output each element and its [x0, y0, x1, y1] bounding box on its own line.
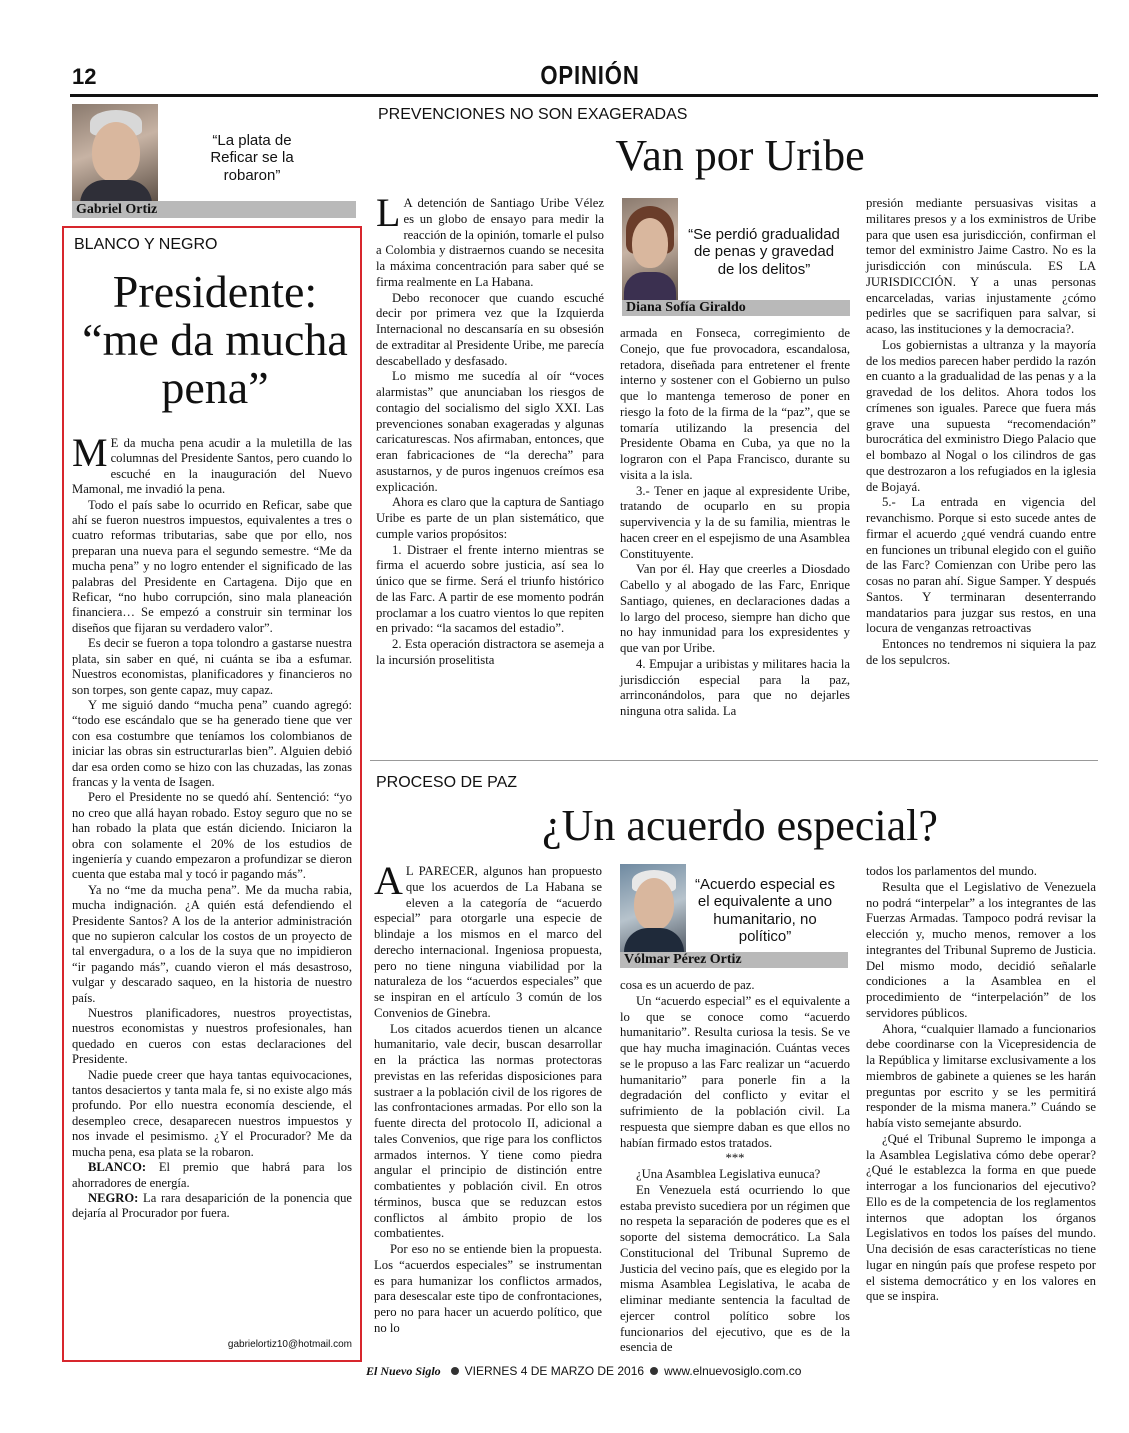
pull-quote-left: “La plata de Reficar se la robaron”	[210, 132, 294, 184]
paragraph: Los gobiernistas a ultranza y la mayoría de los medios parecen haber perdido la razón en cuanto a la gradualidad de las penas y a la gravedad de los delitos. Ahora todos los crímenes son iguales. Parece que fuera más grave una supuesta “recomendación” burocrática del exministro Diego Palacio que el bombazo al Nogal o los cilindros de gas que destrozaron a los refugiados en la iglesia de Bojayá.	[866, 337, 1096, 494]
paragraph: armada en Fonseca, corregimiento de Conejo, que fue provocadora, escandalosa, retadora, diseñada para entretener el frente interno y sostener con el Gobierno un pulso que lo mantenga temeroso de poner en riesgo la foto de la firma de la “paz”, que se tomaría utilizando la presencia del Presidente Obama en Cuba, ya que no la lograron con el Papa Francisco, durante su visita a la isla.	[620, 326, 850, 482]
website-url: www.elnuevosiglo.com.co	[664, 1364, 802, 1378]
paragraph: cosa es un acuerdo de paz.	[620, 978, 755, 992]
negro-note: NEGRO: La rara desaparición de la ponencia que dejaría al Procurador por fuera.	[72, 1190, 352, 1221]
author-photo-diana-sofia-giraldo	[622, 198, 678, 302]
paragraph: 3.- Tener en jaque al expresidente Uribe, tratando de ocuparlo en su propia supervivencia y la de su familia, mientras le hacen creer en el espejismo de una Asamblea Constituyente.	[620, 483, 850, 561]
paragraph: 2. Esta operación distractora se asemeja a la incursión proselitista	[376, 637, 604, 667]
paragraph: Los citados acuerdos tienen un alcance humanitario, vale decir, buscan desarrollar en la práctica las normas protectoras previstas en las referidas disposiciones para sustraer a la población civil de los rigores de las confrontaciones armadas. Por ello son la fuente directa del protocolo II, adicional a tales Convenios, que rige para los conflictos armados internos. Y tiene como piedra angular el principio de distinción entre combatientes y población civil. En otros términos, busca que se reduzcan estos conflictos al ámbito propio de los combatientes.	[374, 1021, 602, 1241]
article1-column-1	[376, 190, 604, 669]
bullet-icon	[650, 1367, 658, 1375]
paragraph: 1. Distraer el frente interno mientras se firma el acuerdo sobre justicia, así sea lo único que se firme. Será el triunfo histórico de las Farc. A partir de ese momento podrán proclamar a los cuatro vientos lo que repiten en privado: “la sacamos del estadio”.	[376, 542, 604, 636]
author-photo-gabriel-ortiz	[72, 104, 158, 202]
author-name-gabriel-ortiz: Gabriel Ortiz	[72, 201, 356, 218]
paragraph: A L PARECER, algunos han propuesto que los acuerdos de La Habana se eleven a la categoría de “acuerdo especial” para otorgarle una especie de blindaje a los mismos en el marco del derecho internacional. Ingeniosa propuesta, pero no tiene ninguna viabilidad por la naturaleza de los “acuerdos especiales” que se inspiran en el artículo 3 común de los Convenios de Ginebra.	[374, 858, 602, 1020]
author-photo-volmar-perez-ortiz	[620, 864, 686, 956]
author-name-volmar-perez-ortiz: Vólmar Pérez Ortiz	[620, 952, 848, 968]
drop-cap: A	[374, 858, 403, 903]
article1-column-2	[620, 326, 850, 720]
paragraph: todos los parlamentos del mundo.	[866, 864, 1037, 878]
paragraph: ¿Qué el Tribunal Supremo le imponga a la Asamblea Legislativa cómo debe operar? ¿Qué le establezca la forma en que puede interrogar a los funcionarios del ejecutivo? Ello es de la competencia de los reglamentos internos que adoptan los órganos Legislativos en todos los países del mundo. Una decisión de esas características no tiene lugar en ningún país que profese respeto por el sistema democrático y en los valores en que se inspira.	[866, 1131, 1096, 1304]
paragraph: 5.- La entrada en vigencia del revanchismo. Porque si esto sucede antes de firmar el acuerdo ¿qué vendrá cuando entre en funciones un tribunal elegido con el guiño de las Farc? Comienzan con Uribe pero las cosas no paran ahí. Sigue Samper. Y después Santos. Y terminaran desenterrando mandatarios para juzgar sus restos, en una locura de venganzas retroactivas	[866, 495, 1096, 636]
article2-kicker: PROCESO DE PAZ	[376, 774, 518, 791]
article2-column-3	[866, 864, 1096, 1305]
pull-quote-article1: “Se perdió gradualidad de penas y gravedad de los delitos”	[688, 226, 840, 278]
column-body	[72, 430, 353, 1222]
article1-column-3	[866, 196, 1096, 669]
page-number: 12	[72, 64, 97, 89]
article2-headline: ¿Un acuerdo especial?	[542, 801, 938, 850]
paragraph: presión mediante persuasivas visitas a militares presos y a los exministros de Uribe para que usen esa jurisdicción, confirman el temor del exministro Jaime Castro. No es la jurisdicción con minúscula. ES LA JURISDICCIÓN. Y a unas personas encarceladas, varias injustamente ¿cómo pedirles que se sacrifiquen para salvar, si acaso, las instituciones y la democracia?.	[866, 196, 1096, 336]
bullet-icon	[451, 1367, 459, 1375]
author-email: gabrielortiz10@hotmail.com	[227, 1339, 352, 1350]
header-rule	[70, 94, 1098, 97]
paragraph: L A detención de Santiago Uribe Vélez es un globo de ensayo para medir la reacción de la opinión, tomarle el pulso a Colombia y distraernos cuando se necesita la máxima concentración para saber qué se firma realmente en La Habana.	[376, 190, 604, 289]
paragraph: Todo el país sabe lo ocurrido en Reficar, sabe que ahí se fueron nuestros impuestos, equivalentes a tres o cuatro reformas tributarias, sabe que por ello, nos preparan una nueva para el segundo semestre. “Me da mucha pena” y no logro entender el significado de las palabras del Presidente en Cartagena. Dijo que en Reficar, “no hubo corrupción, sino mala planeación financiera… Se empezó a construir sin terminar los diseños que fijaran su verdadero valor”.	[72, 497, 352, 635]
paragraph: Resulta que el Legislativo de Venezuela no podrá “interpelar” a los integrantes de las Fuerzas Armadas. Tampoco podrá revisar la elección y, mucho menos, remover a los integrantes del Tribunal Supremo de Justicia. Del mismo modo, decidió señalarle condiciones a la Asamblea en el procedimiento de “interpelación” de los servidores públicos.	[866, 879, 1096, 1020]
newspaper-logo: El Nuevo Siglo	[366, 1364, 441, 1378]
paragraph: Es decir se fueron a topa tolondro a gastarse nuestra plata, sin saber en qué, ni cuánta se iba a esfumar. Nuestros economistas, planificadores y financieros no son torpes, son gente capaz, muy capaz.	[72, 636, 352, 697]
paragraph: 4. Empujar a uribistas y militares hacia la jurisdicción especial para la paz, arrinconándolos, para que no dejarles ninguna otra salida. La	[620, 656, 850, 718]
author-name-diana-sofia-giraldo: Diana Sofía Giraldo	[622, 300, 850, 316]
paragraph: Un “acuerdo especial” es el equivalente a lo que se conoce como “acuerdo humanitario”. Resulta curiosa la tesis. Se ve que hay mucha imaginación. Cuántas veces se le propuso a las Farc realizar un “acuerdo humanitario” para ponerle fin a la degradación del conflicto y evitar el sufrimiento de la población civil. La respuesta que siempre daban es que ellos no habían firmado estos tratados.	[620, 993, 850, 1150]
column-headline: Presidente: “me da mucha pena”	[82, 266, 348, 413]
article1-kicker: PREVENCIONES NO SON EXAGERADAS	[378, 106, 688, 123]
paragraph: Entonces no tendremos ni siquiera la paz de los sepulcros.	[866, 637, 1096, 667]
paragraph: Ahora es claro que la captura de Santiago Uribe es parte de un plan sistemático, que cumple varios propósitos:	[376, 495, 604, 541]
paragraph: Por eso no se entiende bien la propuesta. Los “acuerdos especiales” se instrumentan es para humanizar los conflictos armados, para desescalar este tipo de confrontaciones, pero no para hacer un acuerdo político, que no lo	[374, 1242, 602, 1335]
page-footer	[366, 1364, 801, 1379]
section-title: OPINIÓN	[540, 60, 640, 90]
paragraph: Debo reconocer que cuando escuché decir por primera vez que la Izquierda Internacional no descansaría en su obsesión de extraditar al Presidente Uribe, me parecía descabellado y desfasado.	[376, 290, 604, 368]
paragraph: Van por él. Hay que creerles a Diosdado Cabello y al abogado de las Farc, Enrique Santiago, quienes, en declaraciones dadas a lo largo del proceso, siempre han dicho que no hay inmunidad para los expresidentes y que van por Uribe.	[620, 562, 850, 655]
drop-cap: M	[72, 430, 108, 475]
column-kicker: BLANCO Y NEGRO	[74, 236, 218, 253]
subheading: ¿Una Asamblea Legislativa eunuca?	[636, 1167, 821, 1181]
separator: ***	[725, 1151, 745, 1166]
paragraph: Ya no “me da mucha pena”. Me da mucha rabia, mucha indignación. ¿A quién está defendiendo el Presidente Santos? A los de la anterior administración que no supieron calcular los costos de un proyecto de tal envergadura, o a los de la suya que no impidieron “ir pagando más”, cuando vieron el más desastroso, vulgar y descarado saqueo, en la historia de nuestro país.	[72, 882, 352, 1005]
article2-column-1	[374, 858, 602, 1337]
drop-cap: L	[376, 190, 401, 235]
issue-date: VIERNES 4 DE MARZO DE 2016	[464, 1364, 645, 1378]
paragraph: Nuestros planificadores, nuestros proyectistas, nuestros economistas y nuestros profesionales, han quedado en cueros con estas declaraciones del Presidente.	[72, 1006, 352, 1067]
blanco-note: BLANCO: El premio que habrá para los ahorradores de energía.	[72, 1160, 353, 1190]
paragraph: Pero el Presidente no se quedó ahí. Sentenció: “yo no creo que allá hayan robado. Estoy seguro que no se han robado la plata que están diciendo. Iniciaron la obra con solamente el 20% de los estudios de ingeniería y cuando empezaron a profundizar se dieron cuenta que estaba mal y tocó ir pagando más”.	[72, 790, 352, 882]
article-divider	[370, 760, 1098, 761]
paragraph: Ahora, “cualquier llamado a funcionarios debe coordinarse con la Vicepresidencia de la República y limitarse exclusivamente a los miembros de gabinete a quienes se les harán preguntas por escrito y se les permitirá responder de la misma manera.” Cuándo se había visto semejante absurdo.	[866, 1021, 1096, 1130]
article1-headline: Van por Uribe	[615, 131, 865, 180]
paragraph: Y me siguió dando “mucha pena” cuando agregó: “todo ese escándalo que se ha generado tiene que ver con esa costumbre que teníamos los colombianos de iniciar las obras sin estructurarlas bien”. Alguien debió dar esa orden como se hizo con las chuzadas, las zonas francas y la venta de Isagen.	[72, 697, 352, 789]
paragraph: Lo mismo me sucedía al oír “voces alarmistas” que anunciaban los riesgos de contagio del socialismo del siglo XXI. Las prevenciones sonaban exageradas y algunas caricaturescas. Nos afirmaban, entonces, que eran fabricaciones de “la derecha” para asustarnos, y de puros ingenuos creímos esa explicación.	[376, 369, 604, 494]
paragraph: En Venezuela está ocurriendo lo que estaba previsto sucediera por un régimen que no respeta la separación de poderes que es el soporte del sistema democrático. La Sala Constitucional del Tribunal Supremo de Justicia del vecino país, que es elegido por la misma Asamblea Legislativa, le acaba de eliminar mediante sentencia la facultad de ejercer control político sobre los funcionarios del ejecutivo, que es de la esencia de	[620, 1182, 850, 1355]
paragraph: Nadie puede creer que haya tantas equivocaciones, tantos desaciertos y tanta mala fe, si no existe algo más profundo. Por ello nuestra economía desciende, el desempleo crece, desaparecen nuestros impuestos y nos invade el pesimismo. ¿Y el Procurador? Me da mucha pena, esa plata se la robaron.	[72, 1067, 352, 1159]
paragraph: M E da mucha pena acudir a la muletilla de las columnas del Presidente Santos, pero cuando lo escuché en la inauguración del Nuevo Mamonal, me invadió la pena.	[72, 430, 352, 497]
article2-column-2	[620, 978, 850, 1356]
pull-quote-article2: “Acuerdo especial es el equivalente a uno humanitario, no político”	[694, 876, 836, 945]
